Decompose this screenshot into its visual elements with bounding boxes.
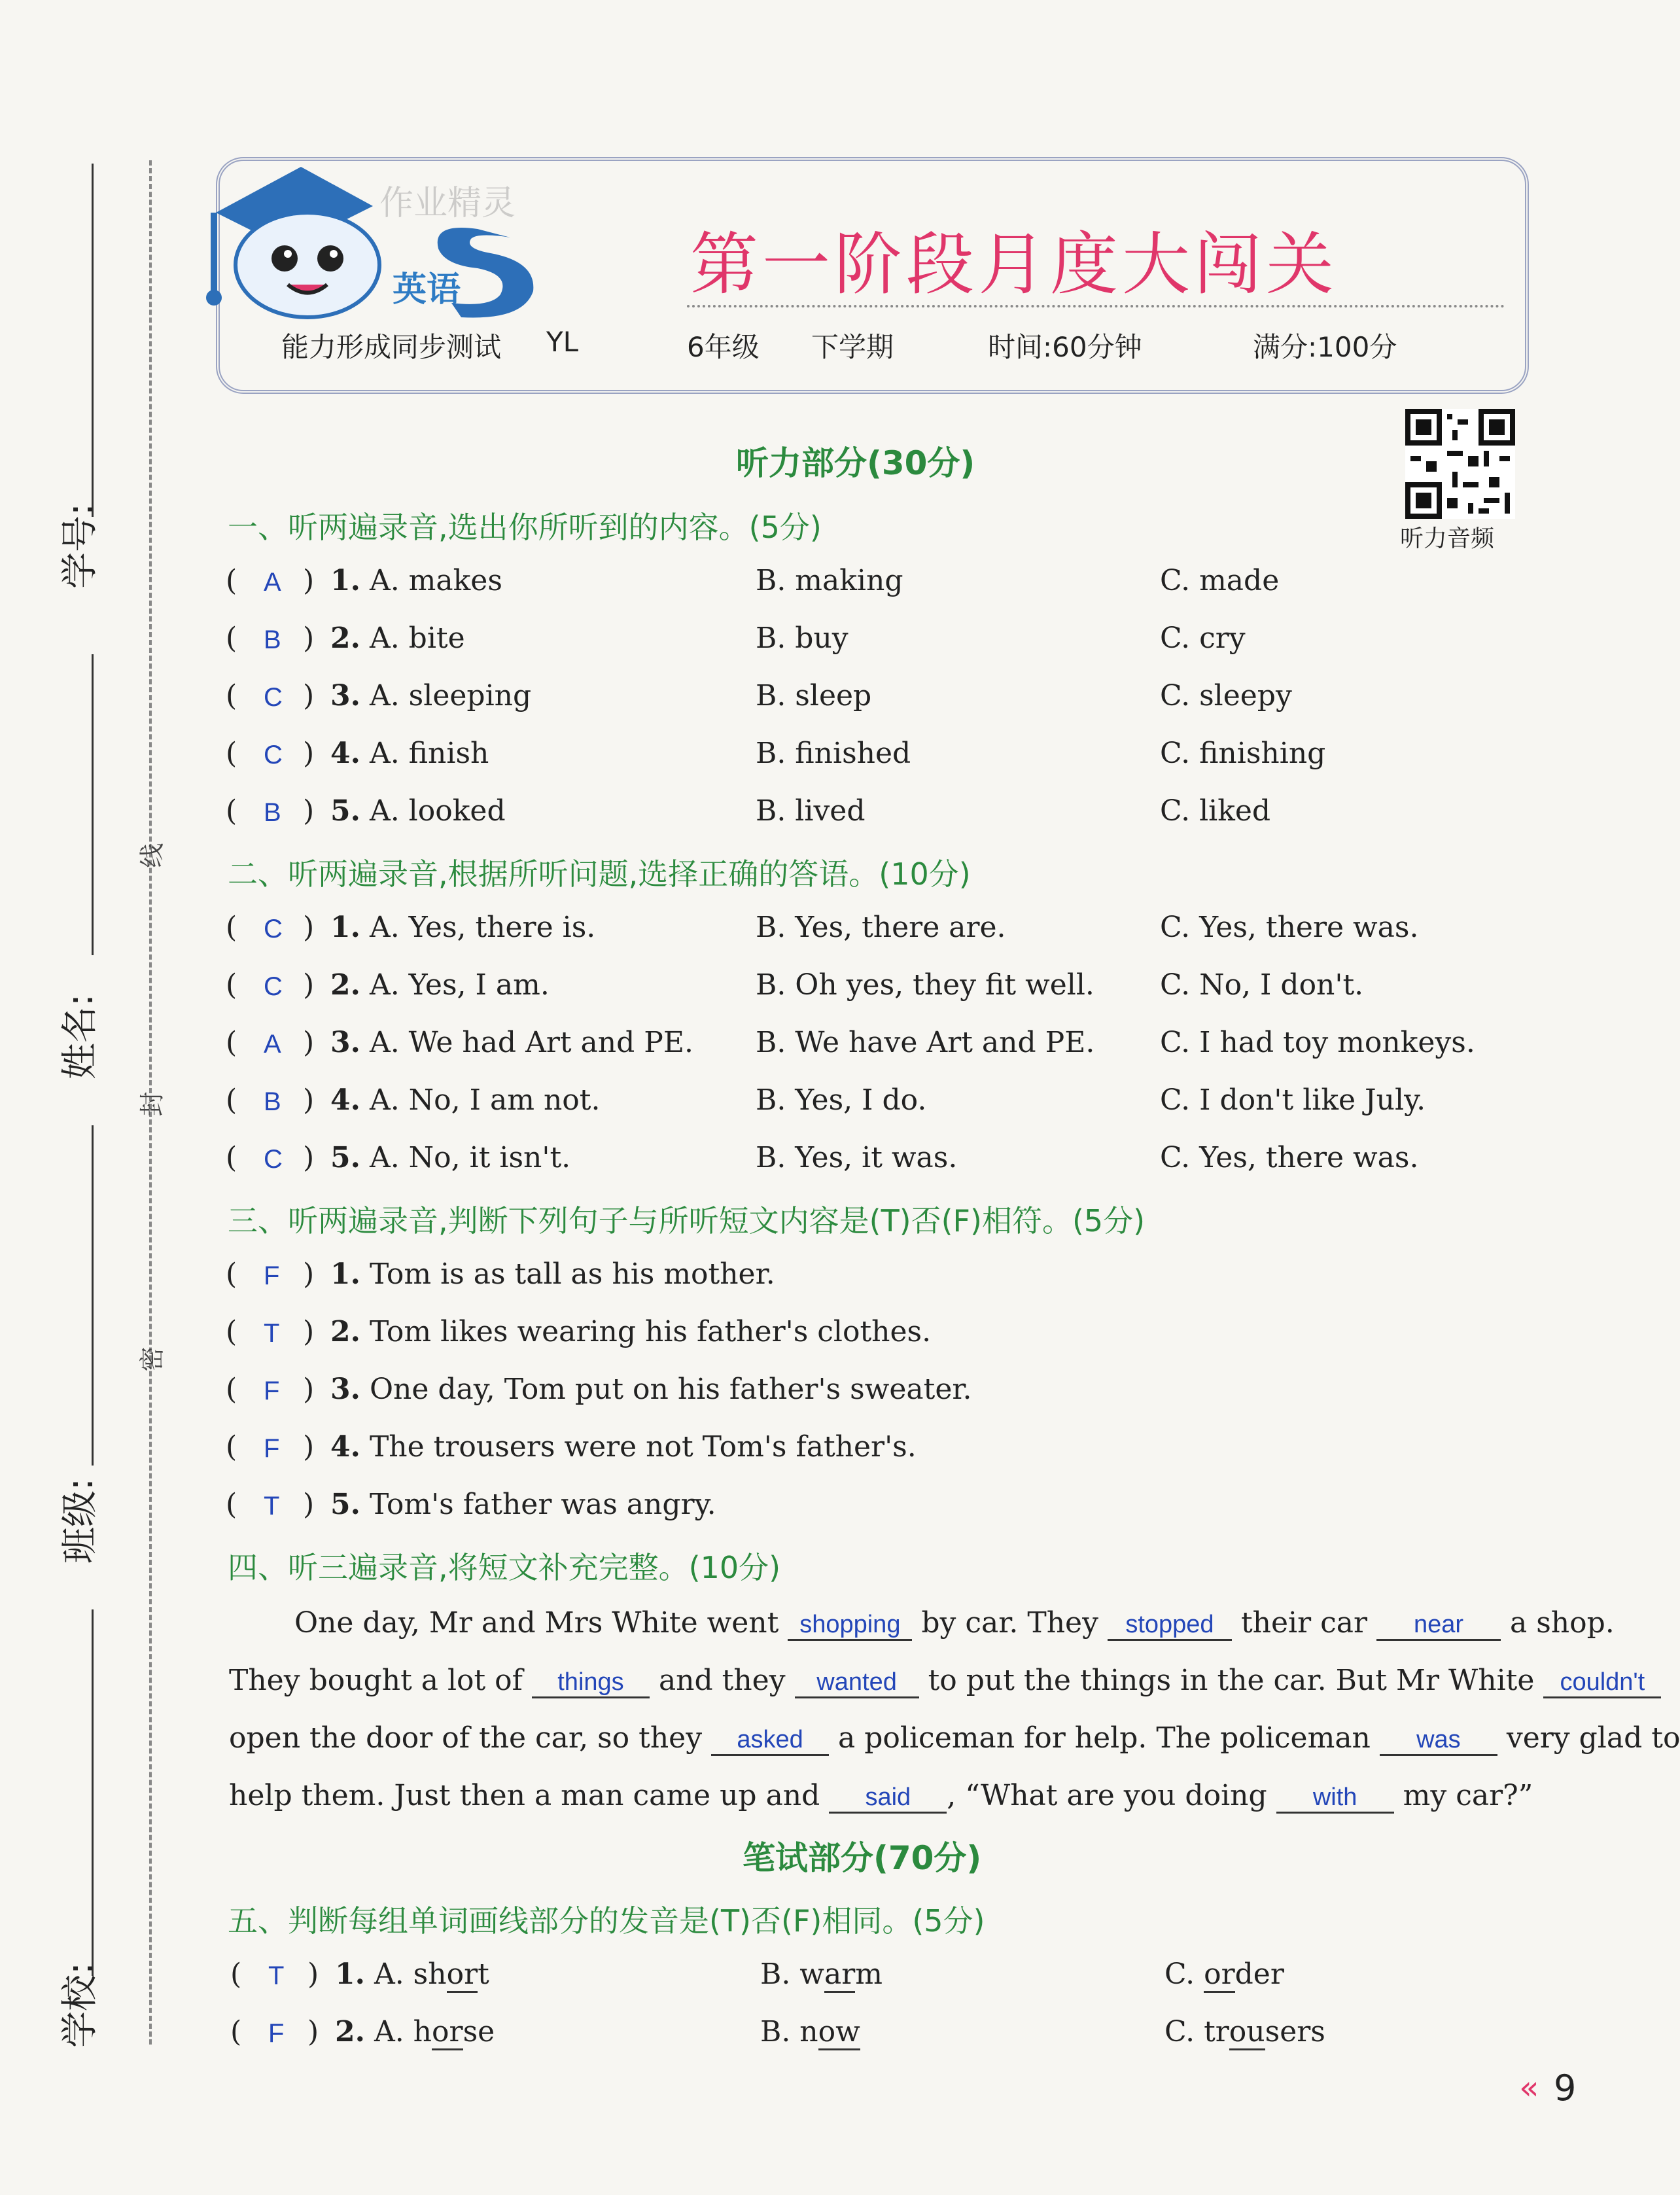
brand-label: 英语 — [393, 270, 461, 309]
side-label-student-number: 学号: — [59, 503, 101, 589]
page-number: 9 — [1554, 2067, 1577, 2109]
series-name: 能力形成同步测试 — [281, 331, 502, 363]
answer: C — [264, 741, 283, 769]
section-5-title: 五、判断每组单词画线部分的发音是(T)否(F)相同。(5分) — [228, 1903, 985, 1939]
side-label-school: 学校: — [59, 1962, 101, 2048]
writing-part-title: 笔试部分(70分) — [743, 1839, 982, 1877]
blank-1: shopping — [788, 1611, 912, 1641]
answer: T — [268, 1961, 285, 1990]
qr-code-icon[interactable] — [1405, 409, 1515, 519]
answer: B — [264, 625, 281, 654]
side-line-name — [92, 654, 94, 955]
blank-10: with — [1276, 1783, 1394, 1814]
qr-caption: 听力音频 — [1400, 525, 1495, 552]
seal-char-seal: 封 — [137, 1091, 167, 1117]
grade-label: 6年级 — [687, 331, 760, 363]
term-label: 下学期 — [811, 331, 894, 363]
answer: F — [268, 2019, 285, 2048]
listening-part-title: 听力部分(30分) — [736, 444, 975, 482]
answer: B — [264, 798, 281, 827]
watermark-text: 作业精灵 — [379, 184, 516, 223]
header-divider — [687, 305, 1505, 307]
section-3-title: 三、听两遍录音,判断下列句子与所听短文内容是(T)否(F)相符。(5分) — [228, 1203, 1146, 1238]
answer: A — [264, 568, 281, 597]
blank-6: couldn't — [1543, 1668, 1661, 1698]
answer: F — [264, 1261, 280, 1290]
answer: T — [264, 1492, 280, 1520]
answer: F — [264, 1434, 280, 1463]
blank-2: stopped — [1108, 1611, 1232, 1641]
side-line-class — [92, 1125, 94, 1466]
edition-code: YL — [546, 326, 579, 358]
blank-7: asked — [711, 1726, 829, 1756]
seal-char-line: 线 — [137, 843, 167, 868]
answer: T — [264, 1319, 280, 1348]
blank-3: near — [1376, 1611, 1501, 1641]
blank-5: wanted — [795, 1668, 919, 1698]
blank-8: was — [1380, 1726, 1497, 1756]
passage-line-2: They bought a lot of things and they wanted to put the things in the car. But Mr White couldn't — [229, 1664, 1661, 1698]
passage-line-4: help them. Just then a man came up and said , “What are you doing with my car?” — [229, 1779, 1533, 1812]
passage-line-1: One day, Mr and Mrs White went shopping by car. They stopped their car near a shop. — [294, 1606, 1615, 1640]
page-title: 第一阶段月度大闯关 — [690, 224, 1339, 304]
answer: C — [264, 1145, 283, 1174]
answer: C — [264, 915, 283, 943]
blank-9: said — [829, 1783, 947, 1814]
side-label-name: 姓名: — [59, 994, 101, 1080]
answer: B — [264, 1087, 281, 1116]
side-line-school — [92, 1609, 94, 1976]
answer: C — [264, 972, 283, 1001]
mascot-logo-icon — [203, 134, 569, 324]
blank-4: things — [532, 1668, 650, 1698]
side-line-number — [92, 164, 94, 517]
side-label-class: 班级: — [59, 1478, 101, 1564]
page-arrow-icon: « — [1519, 2069, 1539, 2107]
seal-char-secret: 密 — [137, 1346, 167, 1372]
answer: F — [264, 1377, 280, 1405]
section-2-title: 二、听两遍录音,根据所听问题,选择正确的答语。(10分) — [228, 856, 971, 892]
full-score: 满分:100分 — [1253, 331, 1397, 363]
time-limit: 时间:60分钟 — [988, 331, 1142, 363]
section-1-title: 一、听两遍录音,选出你所听到的内容。(5分) — [228, 510, 822, 545]
passage-line-3: open the door of the car, so they asked a policeman for help. The policeman was very glad to — [229, 1721, 1680, 1755]
answer: A — [264, 1030, 281, 1059]
section-4-title: 四、听三遍录音,将短文补充完整。(10分) — [228, 1550, 781, 1585]
answer: C — [264, 683, 283, 712]
